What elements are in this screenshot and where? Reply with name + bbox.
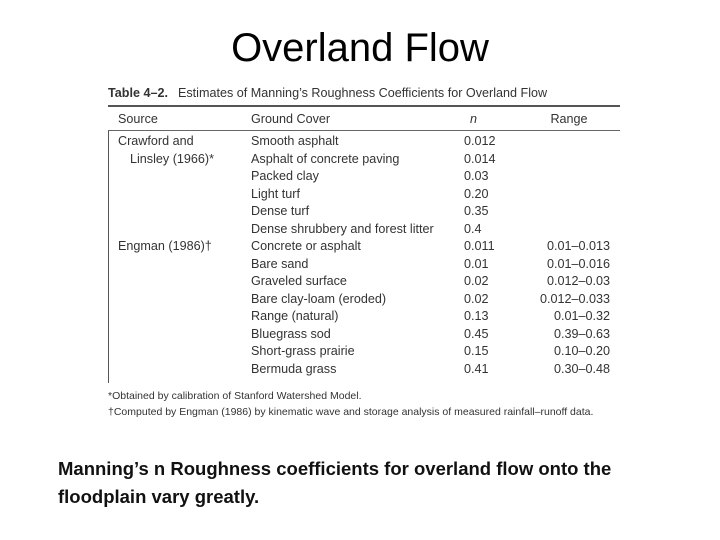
table-row	[108, 273, 620, 291]
cell-n: 0.014	[464, 151, 496, 166]
table-row	[108, 238, 620, 256]
table-row	[108, 256, 620, 274]
cell-range: 0.01–0.32	[553, 309, 610, 323]
cell-ground-cover: Bluegrass sod	[251, 326, 331, 341]
cell-source: Linsley (1966)*	[130, 151, 215, 166]
table-row	[108, 203, 620, 221]
cell-ground-cover: Dense shrubbery and forest litter	[251, 221, 434, 236]
header-source: Source	[118, 112, 158, 126]
cell-ground-cover: Concrete or asphalt	[251, 239, 361, 253]
cell-source: Engman (1986)†	[118, 239, 212, 253]
table-row	[108, 151, 620, 169]
cell-range: 0.01–0.016	[546, 256, 610, 271]
cell-range: 0.012–0.03	[546, 274, 610, 288]
table-header-rule	[108, 130, 620, 131]
cell-n: 0.45	[464, 326, 489, 341]
table-row	[108, 361, 620, 379]
table-caption-number: Table 4–2.	[108, 86, 168, 100]
cell-ground-cover: Dense turf	[251, 204, 310, 218]
header-n: n	[470, 112, 478, 126]
header-ground-cover: Ground Cover	[251, 112, 331, 126]
table-row	[108, 308, 620, 326]
cell-ground-cover: Graveled surface	[251, 274, 347, 288]
cell-n: 0.35	[464, 204, 489, 218]
table-header-row	[108, 112, 620, 128]
cell-ground-cover: Smooth asphalt	[251, 134, 339, 148]
footnote: †Computed by Engman (1986) by kinematic wave and storage analysis of measured rainfall–runoff data.	[108, 406, 594, 418]
cell-source: Crawford and	[118, 134, 194, 148]
slide-title: Overland Flow	[231, 26, 489, 70]
cell-ground-cover: Asphalt of concrete paving	[251, 151, 400, 166]
cell-ground-cover: Packed clay	[251, 169, 319, 183]
roughness-table	[108, 86, 620, 418]
table-row	[108, 291, 620, 309]
cell-n: 0.012	[464, 134, 496, 148]
table-row	[108, 133, 620, 151]
cell-n: 0.41	[464, 361, 489, 376]
cell-n: 0.03	[464, 169, 489, 183]
cell-range: 0.30–0.48	[553, 361, 610, 376]
table-body	[108, 133, 620, 378]
cell-n: 0.02	[464, 291, 489, 306]
table-row	[108, 168, 620, 186]
cell-n: 0.13	[464, 309, 489, 323]
cell-ground-cover: Range (natural)	[251, 309, 339, 323]
cell-range: 0.01–0.013	[546, 239, 610, 253]
cell-n: 0.011	[464, 239, 495, 253]
cell-n: 0.15	[464, 344, 489, 358]
cell-ground-cover: Bare clay-loam (eroded)	[251, 291, 387, 306]
table-top-rule	[108, 105, 620, 107]
footnote: *Obtained by calibration of Stanford Watershed Model.	[108, 390, 362, 402]
cell-range: 0.39–0.63	[553, 326, 610, 341]
table-row	[108, 221, 620, 239]
cell-n: 0.4	[464, 221, 482, 236]
table-footnotes	[108, 388, 620, 420]
table-row	[108, 186, 620, 204]
cell-ground-cover: Bermuda grass	[251, 361, 337, 376]
cell-ground-cover: Bare sand	[251, 256, 309, 271]
cell-range: 0.10–0.20	[553, 344, 610, 358]
summary-text: Manning’s n Roughness coefficients for overland flow onto the floodplain vary greatly.	[58, 458, 612, 507]
cell-n: 0.02	[464, 274, 489, 288]
table-caption-text: Estimates of Manning’s Roughness Coefficients for Overland Flow	[177, 86, 548, 100]
table-row	[108, 343, 620, 361]
cell-n: 0.01	[464, 256, 489, 271]
cell-ground-cover: Short-grass prairie	[251, 344, 355, 358]
cell-ground-cover: Light turf	[251, 186, 301, 201]
table-row	[108, 326, 620, 344]
table-caption	[108, 86, 620, 101]
header-range: Range	[550, 112, 588, 126]
cell-range: 0.012–0.033	[539, 291, 610, 306]
cell-n: 0.20	[464, 186, 489, 201]
